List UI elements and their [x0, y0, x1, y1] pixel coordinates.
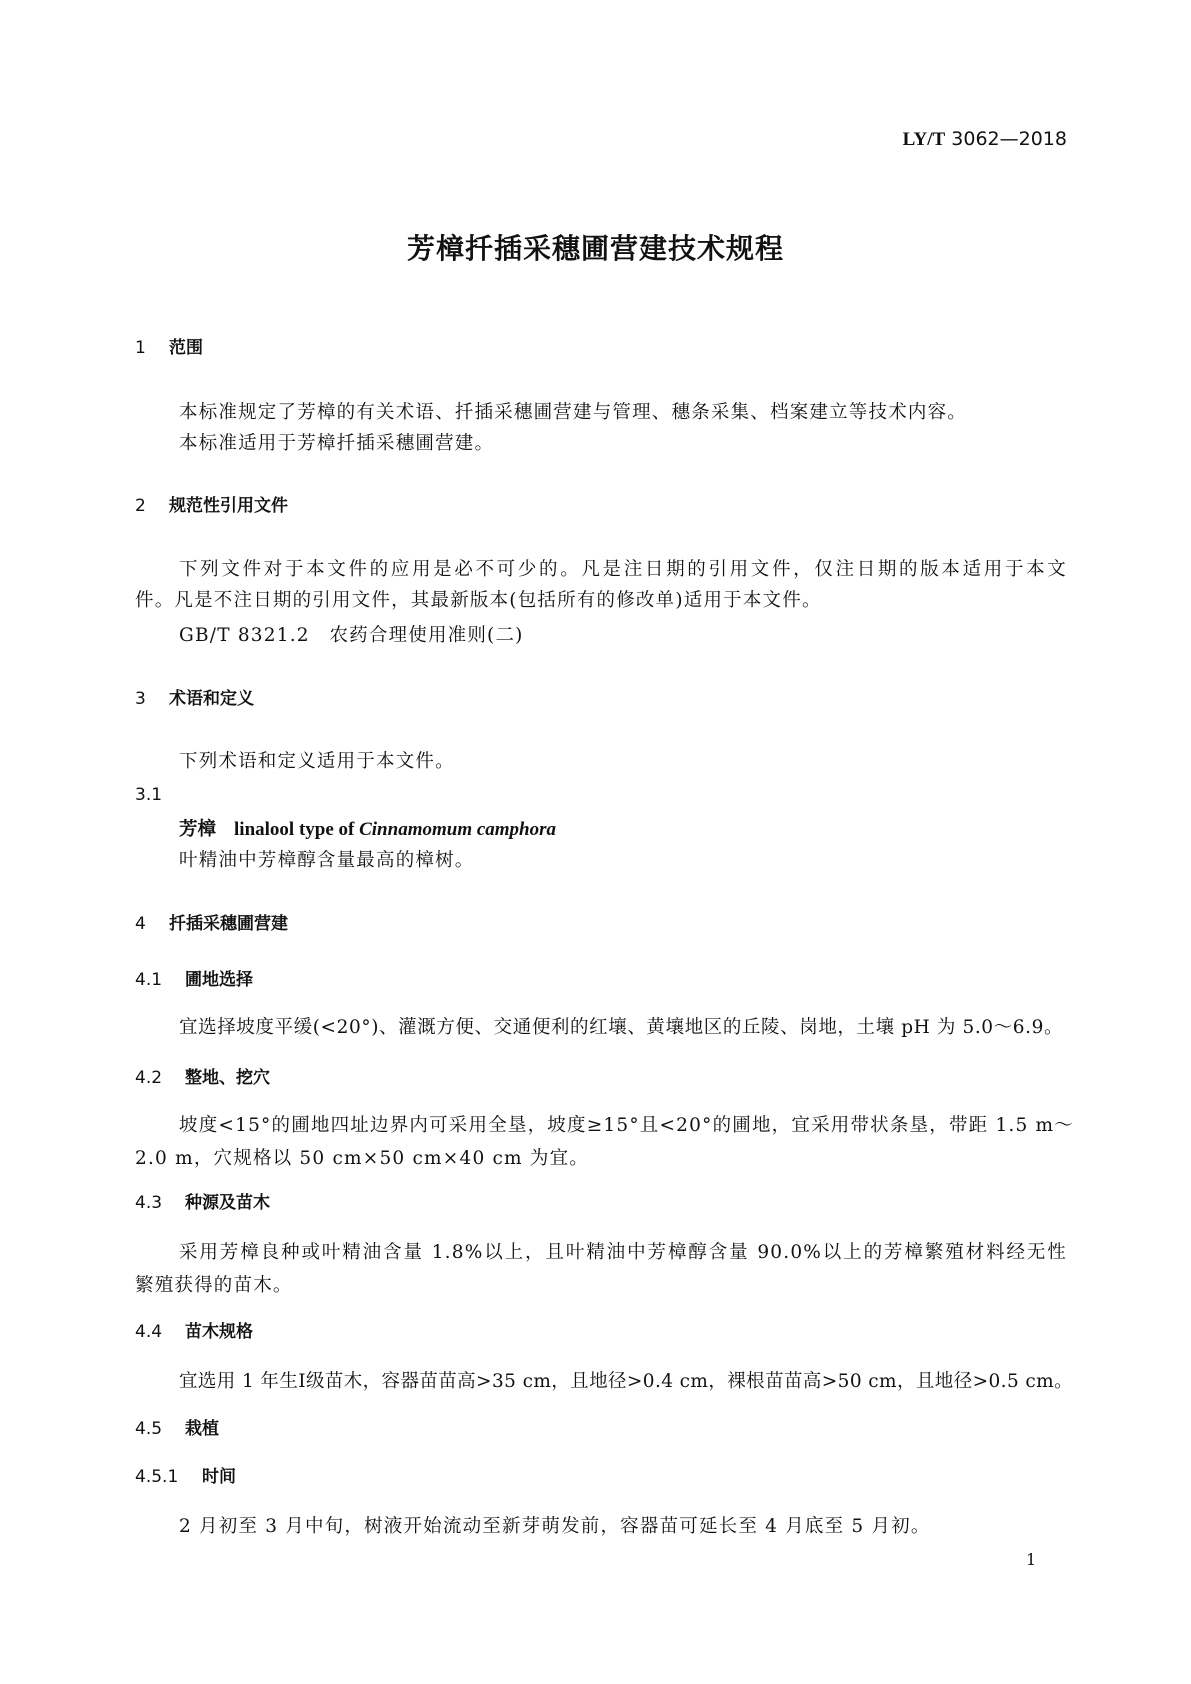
heading-4-3 [135, 1195, 270, 1212]
heading-4-1 [135, 972, 253, 989]
paragraph: 2.0 m，穴规格以 50 cm×50 cm×40 cm 为宜。 [135, 1148, 589, 1169]
heading-text: 苗木规格 [185, 1322, 253, 1342]
paragraph: 坡度<15°的圃地四址边界内可采用全垦，坡度≥15°且<20°的圃地，宜采用带状条垦，带距 1.5 m～ [179, 1115, 1075, 1136]
heading-number: 1 [135, 338, 146, 358]
heading-number: 3 [135, 689, 146, 709]
term-zh: 芳樟 [179, 819, 217, 840]
paragraph: 件。凡是不注日期的引用文件，其最新版本(包括所有的修改单)适用于本文件。 [135, 590, 822, 611]
heading-text: 时间 [202, 1467, 236, 1487]
heading-4-4 [135, 1324, 253, 1341]
paragraph: 繁殖获得的苗木。 [135, 1275, 293, 1296]
heading-number: 4.1 [135, 970, 163, 990]
page-number: 1 [1026, 1550, 1037, 1569]
heading-4-5 [135, 1421, 219, 1438]
term-entry [179, 820, 556, 840]
paragraph: 下列文件对于本文件的应用是必不可少的。凡是注日期的引用文件，仅注日期的版本适用于本文 [179, 559, 1067, 580]
term-en-species: Cinnamomum camphora [359, 819, 557, 840]
paragraph: 采用芳樟良种或叶精油含量 1.8%以上，且叶精油中芳樟醇含量 90.0%以上的芳樟繁殖材料经无性 [179, 1242, 1067, 1263]
heading-text: 扦插采穗圃营建 [169, 914, 288, 934]
standard-number: 3062—2018 [951, 128, 1067, 150]
heading-text: 圃地选择 [185, 970, 253, 990]
term-number [135, 787, 169, 804]
heading-3 [135, 691, 254, 708]
heading-text: 范围 [169, 338, 203, 358]
reference-item: GB/T 8321.2 农药合理使用准则(二) [179, 625, 524, 646]
term-en-prefix: linalool type of [234, 819, 360, 840]
heading-number: 4.4 [135, 1322, 163, 1342]
paragraph: 宜选用 1 年生Ⅰ级苗木，容器苗苗高>35 cm，且地径>0.4 cm，裸根苗苗高>50 cm，且地径>0.5 cm。 [179, 1371, 1074, 1392]
paragraph: 2 月初至 3 月中旬，树液开始流动至新芽萌发前，容器苗可延长至 4 月底至 5 月初。 [179, 1516, 931, 1537]
heading-text: 栽植 [185, 1419, 219, 1439]
heading-1 [135, 340, 203, 357]
heading-2 [135, 498, 288, 515]
paragraph: 下列术语和定义适用于本文件。 [179, 751, 455, 772]
heading-4 [135, 916, 288, 933]
heading-number: 2 [135, 496, 146, 516]
heading-number: 4.5.1 [135, 1467, 179, 1487]
paragraph: 本标准规定了芳樟的有关术语、扦插采穗圃营建与管理、穗条采集、档案建立等技术内容。 [179, 402, 968, 423]
heading-4-2 [135, 1070, 270, 1087]
heading-number: 4.2 [135, 1068, 163, 1088]
term-definition: 叶精油中芳樟醇含量最高的樟树。 [179, 850, 475, 871]
heading-text: 种源及苗木 [185, 1193, 270, 1213]
paragraph: 宜选择坡度平缓(<20°)、灌溉方便、交通便利的红壤、黄壤地区的丘陵、岗地，土壤 pH 为 5.0～6.9。 [179, 1017, 1064, 1038]
heading-text: 规范性引用文件 [169, 496, 288, 516]
heading-text: 整地、挖穴 [185, 1068, 270, 1088]
standard-code [900, 130, 1067, 149]
heading-number: 4.3 [135, 1193, 163, 1213]
document-title: 芳樟扦插采穗圃营建技术规程 [406, 232, 784, 265]
standard-prefix: LY/T [902, 129, 946, 150]
heading-4-5-1 [135, 1469, 236, 1486]
heading-number: 3.1 [135, 785, 163, 805]
term-en [234, 819, 556, 840]
heading-number: 4.5 [135, 1419, 163, 1439]
heading-text: 术语和定义 [169, 689, 254, 709]
paragraph: 本标准适用于芳樟扦插采穗圃营建。 [179, 433, 495, 454]
heading-number: 4 [135, 914, 146, 934]
